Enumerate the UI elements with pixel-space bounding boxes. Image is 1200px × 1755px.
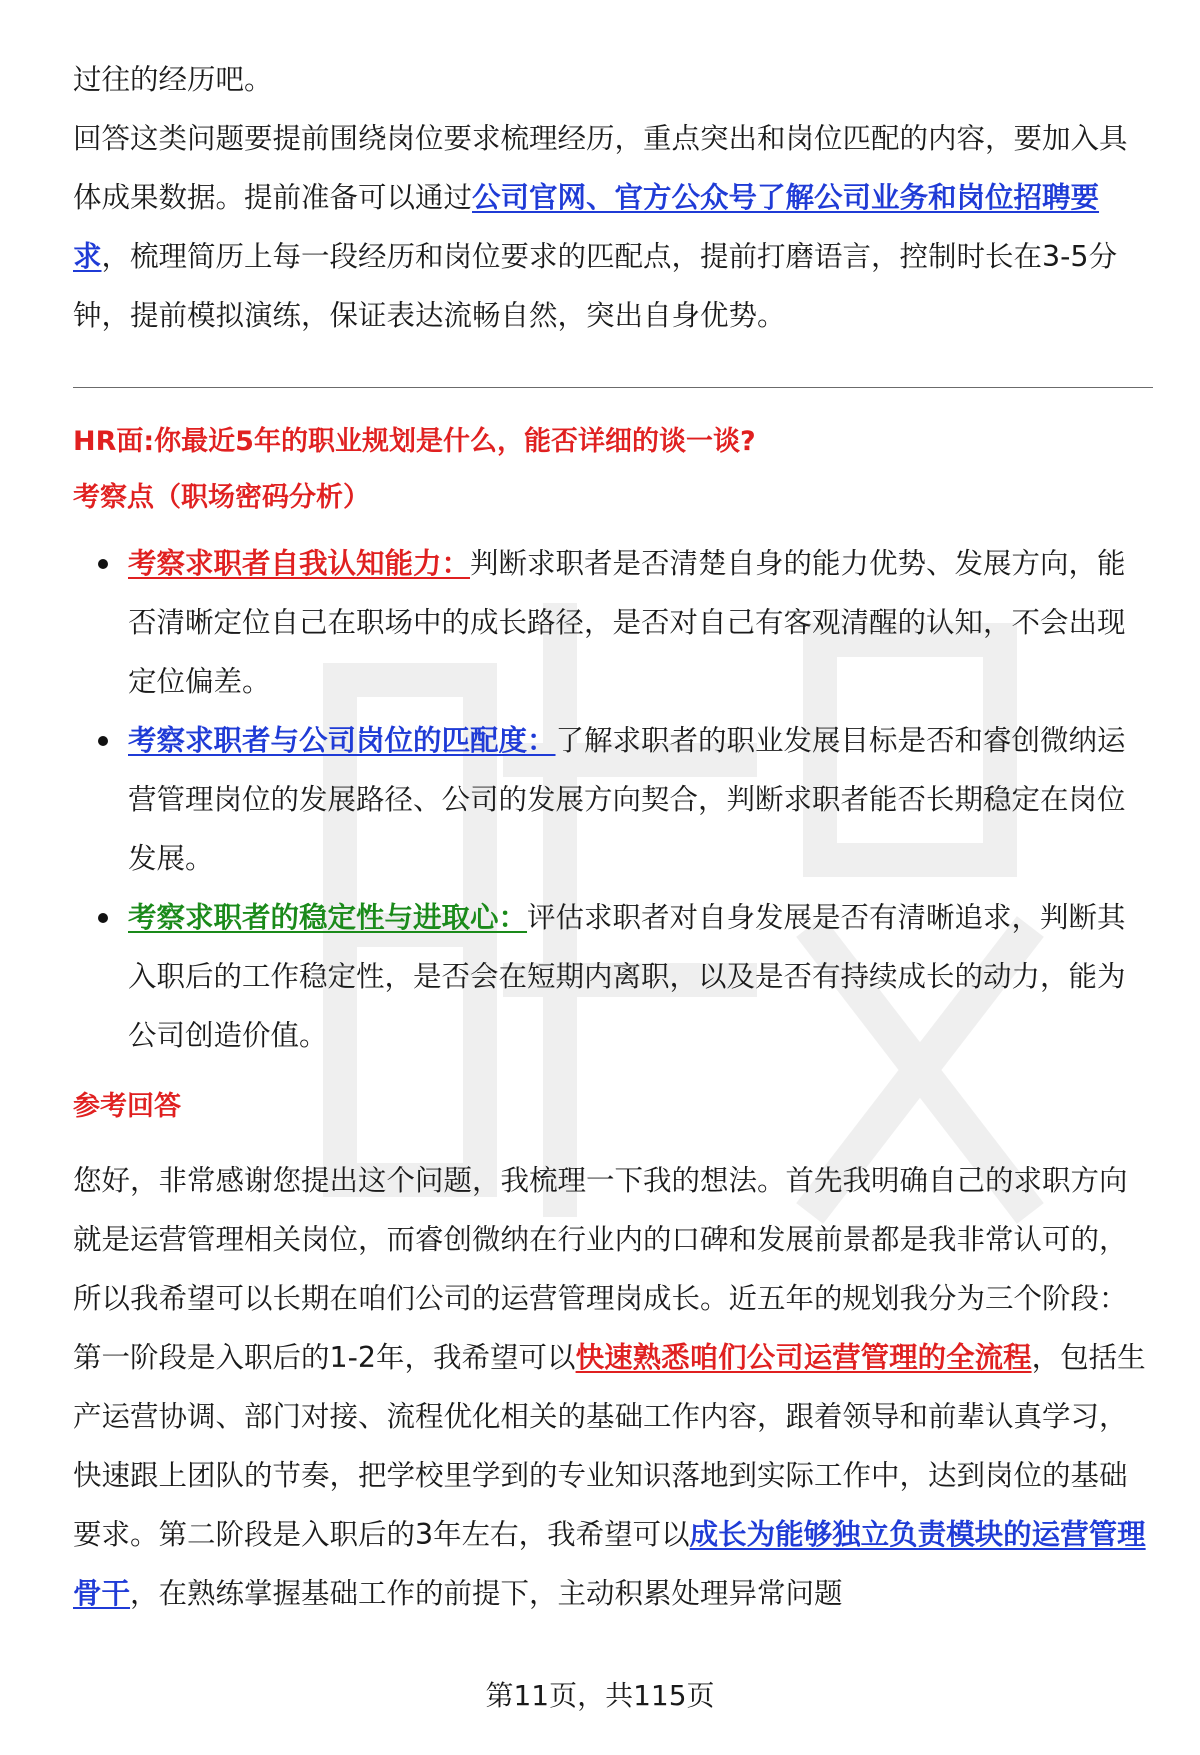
section-divider <box>73 387 1153 388</box>
bullet-icon <box>98 913 108 923</box>
list-item <box>73 888 1153 1065</box>
points-list <box>73 534 1153 1065</box>
point-label: 考察求职者的稳定性与进取心： <box>128 901 528 934</box>
bullet-icon <box>98 559 108 569</box>
intro-paragraph <box>73 109 1153 345</box>
answer-text-c: ，在熟练掌握基础工作的前提下，主动积累处理异常问题 <box>130 1577 843 1610</box>
intro-line: 过往的经历吧。 <box>73 63 273 96</box>
answer-text-a: 您好，非常感谢您提出这个问题，我梳理一下我的想法。首先我明确自己的求职方向就是运营管理相关岗位，而睿创微纳在行业内的口碑和发展前景都是我非常认可的，所以我希望可以长期在咱们公司的运营管理岗成长。近五年的规划我分为三个阶段：第一阶段是入职后的1-2年，我希望可以 <box>73 1164 1128 1374</box>
answer-heading: 参考回答 <box>73 1091 181 1122</box>
list-item <box>73 534 1153 711</box>
document-page <box>73 50 1153 1623</box>
point-text: 了解求职者的职业发展目标是否和睿创微纳运营管理岗位的发展路径、公司的发展方向契合，判断求职者能否长期稳定在岗位发展。 <box>128 724 1126 875</box>
answer-paragraph <box>73 1151 1153 1623</box>
question-heading: HR面:你最近5年的职业规划是什么，能否详细的谈一谈? <box>73 426 756 457</box>
answer-text-b: ，包括生产运营协调、部门对接、流程优化相关的基础工作内容，跟着领导和前辈认真学习，快速跟上团队的节奏，把学校里学到的专业知识落地到实际工作中，达到岗位的基础要求。第二阶段是入职后的3年左右，我希望可以 <box>73 1341 1146 1551</box>
page-footer: 第11页，共115页 <box>485 1679 715 1712</box>
points-heading: 考察点（职场密码分析） <box>73 482 370 513</box>
bullet-icon <box>98 736 108 746</box>
point-text: 判断求职者是否清楚自身的能力优势、发展方向，能否清晰定位自己在职场中的成长路径，是否对自己有客观清醒的认知，不会出现定位偏差。 <box>128 547 1126 698</box>
point-text: 评估求职者对自身发展是否有清晰追求，判断其入职后的工作稳定性，是否会在短期内离职，以及是否有持续成长的动力，能为公司创造价值。 <box>128 901 1126 1052</box>
answer-highlight-2: 成长为能够独立负责模块的运营管理骨干 <box>73 1518 1146 1610</box>
intro-text-a: 回答这类问题要提前围绕岗位要求梳理经历，重点突出和岗位匹配的内容，要加入具体成果数据。提前准备可以通过 <box>73 122 1128 214</box>
point-label: 考察求职者与公司岗位的匹配度： <box>128 724 556 757</box>
list-item <box>73 711 1153 888</box>
intro-highlight: 公司官网、官方公众号了解公司业务和岗位招聘要求 <box>73 181 1100 273</box>
intro-text-b: ，梳理简历上每一段经历和岗位要求的匹配点，提前打磨语言，控制时长在3-5分钟，提前模拟演练，保证表达流畅自然，突出自身优势。 <box>73 240 1118 332</box>
answer-highlight-1: 快速熟悉咱们公司运营管理的全流程 <box>575 1341 1032 1374</box>
point-label: 考察求职者自我认知能力： <box>128 547 471 580</box>
